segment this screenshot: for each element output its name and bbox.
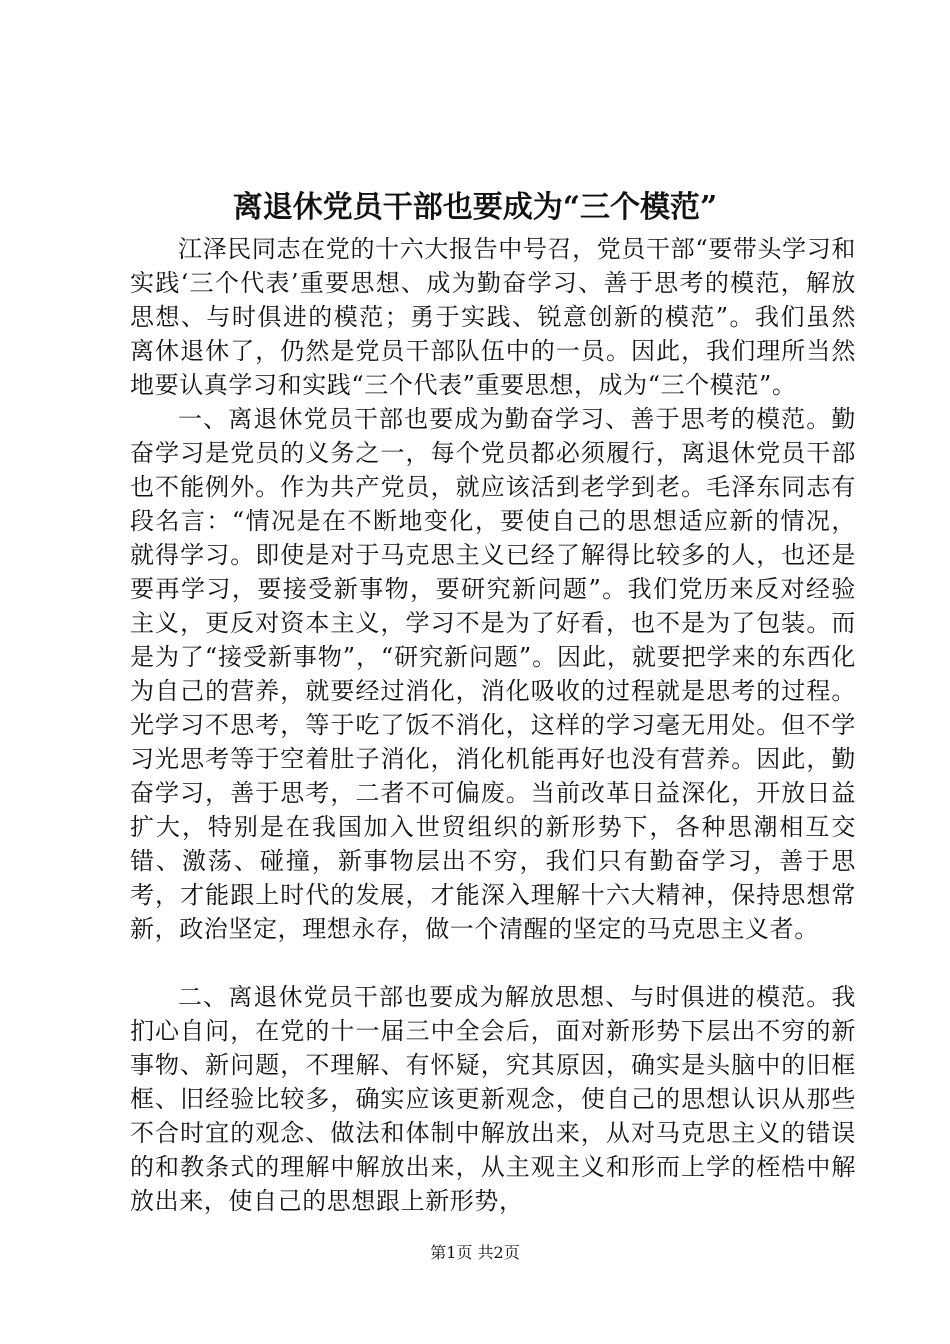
paragraph-section-1: 一、离退休党员干部也要成为勤奋学习、善于思考的模范。勤奋学习是党员的义务之一，每个党员都必须履行，离退休党员干部也不能例外。作为共产党员，就应该活到老学到老。毛泽东同志有段名言：“情况是在不断地变化，要使自己的思想适应新的情况，就得学习。即使是对于马克思主义已经了解得比较多的人，也还是要再学习，要接受新事物，要研究新问题”。我们党历来反对经验主义，更反对资本主义，学习不是为了好看，也不是为了包装。而是为了“接受新事物”，“研究新问题”。因此，就要把学来的东西化为自己的营养，就要经过消化，消化吸收的过程就是思考的过程。光学习不思考，等于吃了饭不消化，这样的学习毫无用处。但不学习光思考等于空着肚子消化，消化机能再好也没有营养。因此，勤奋学习，善于思考，二者不可偏废。当前改革日益深化，开放日益扩大，特别是在我国加入世贸组织的新形势下，各种思潮相互交错、激荡、碰撞，新事物层出不穷，我们只有勤奋学习，善于思考，才能跟上时代的发展，才能深入理解十六大精神，保持思想常新，政治坚定，理想永存，做一个清醒的坚定的马克思主义者。 [130, 405, 856, 943]
paragraph-intro: 江泽民同志在党的十六大报告中号召，党员干部“要带头学习和实践‘三个代表’重要思想、成为勤奋学习、善于思考的模范，解放思想、与时俱进的模范；勇于实践、锐意创新的模范”。我们虽然离休退休了，仍然是党员干部队伍中的一员。因此，我们理所当然地要认真学习和实践“三个代表”重要思想，成为“三个模范”。 [130, 235, 856, 399]
page-footer: 第1页 共2页 [430, 1243, 520, 1262]
paragraph-section-2: 二、离退休党员干部也要成为解放思想、与时俱进的模范。我扪心自问，在党的十一届三中全会后，面对新形势下层出不穷的新事物、新问题，不理解、有怀疑，究其原因，确实是头脑中的旧框框、旧经验比较多，确实应该更新观念，使自己的思想认识从那些不合时宜的观念、做法和体制中解放出来，从对马克思主义的错误的和教条式的理解中解放出来，从主观主义和形而上学的桎梏中解放出来，使自己的思想跟上新形势， [130, 983, 856, 1215]
document-title: 离退休党员干部也要成为“三个模范” [232, 190, 718, 225]
document-body [130, 232, 856, 1218]
